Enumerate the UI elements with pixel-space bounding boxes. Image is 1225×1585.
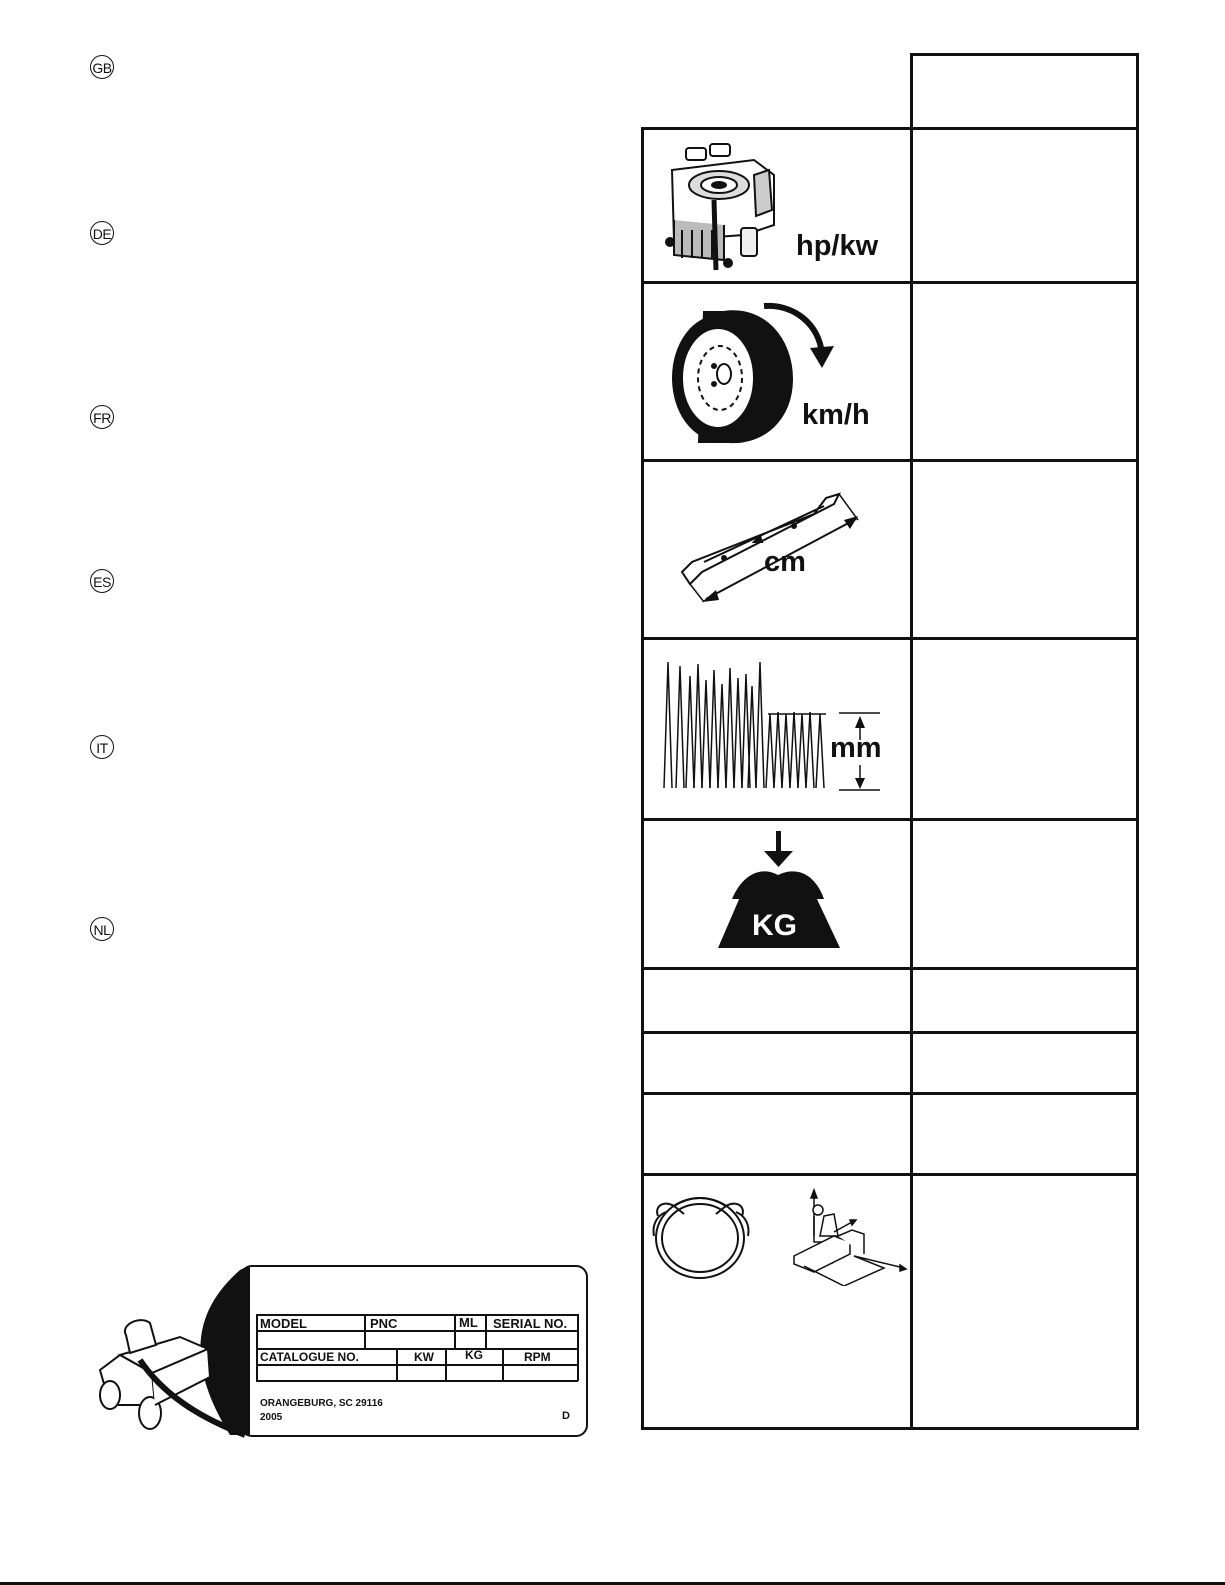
language-badge-it: IT	[90, 735, 114, 759]
speed-unit-label: km/h	[802, 399, 870, 431]
cut-width-cell	[644, 462, 910, 637]
engine-icon	[644, 130, 794, 281]
cut-height-unit-label: mm	[830, 732, 882, 764]
weight-unit-label: KG	[752, 909, 797, 942]
seat-vibration-axes-icon	[784, 1176, 910, 1286]
language-badge-nl: NL	[90, 917, 114, 941]
cut-height-cell	[644, 640, 910, 818]
language-badge-es: ES	[90, 569, 114, 593]
language-badge-gb: GB	[90, 55, 114, 79]
plate-ml-header: ML	[459, 1315, 478, 1330]
plate-rpm-header: RPM	[524, 1350, 551, 1364]
vibration-cell	[644, 1176, 910, 1427]
plate-kg-header: KG	[465, 1348, 483, 1362]
plate-address: ORANGEBURG, SC 29116	[260, 1398, 383, 1409]
plate-pnc-header: PNC	[370, 1316, 398, 1331]
wheel-icon	[644, 284, 844, 459]
steering-wheel-vibration-icon	[644, 1176, 764, 1286]
cut-width-unit-label: cm	[764, 546, 806, 578]
language-badge-fr: FR	[90, 405, 114, 429]
grass-icon	[644, 640, 910, 818]
plate-serial-header: SERIAL NO.	[493, 1316, 568, 1331]
plate-kw-header: KW	[414, 1350, 434, 1364]
weight-icon	[644, 821, 910, 967]
plate-code: D	[562, 1410, 570, 1422]
power-unit-label: hp/kw	[796, 230, 879, 262]
mower-illustration	[80, 1265, 250, 1445]
weight-cell	[644, 821, 910, 967]
engine-power-cell	[644, 130, 910, 281]
plate-year: 2005	[260, 1412, 283, 1423]
rating-plate	[240, 1265, 588, 1437]
speed-cell	[644, 284, 910, 459]
language-badge-de: DE	[90, 221, 114, 245]
plate-model-header: MODEL	[260, 1316, 307, 1331]
plate-catalogue-header: CATALOGUE NO.	[260, 1350, 359, 1364]
